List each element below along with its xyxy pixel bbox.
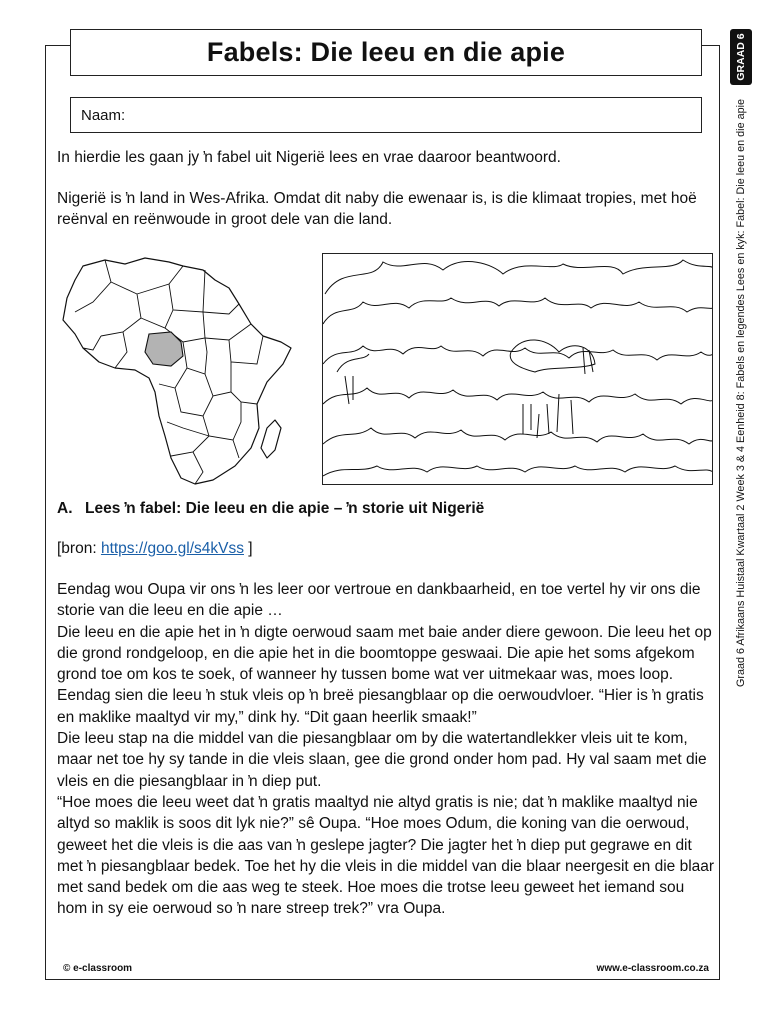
story-paragraph: “Hoe moes die leeu weet dat ŉ gratis maaltyd nie altyd gratis is nie; dat ŉ maklike maaltyd nie altyd so maklik is soos dit lyk nie?” sê Oupa. “Hoe moes Odum, die koning van die oerwoud, geweet het die vleis is die aas van ŉ geslepe jagter? Die jagter het ŉ diep put gegrawe en dit met ŉ piesangblaar bedek. Toe het hy die vleis in die middel van die blaar neergesit en die blaar met sand bedek om die aas weg te steek. Hoe moes die trotse leeu geweet het iemand sou hom in sy eie oerwoud so ŉ nare streep trek?” vra Oupa. [57,793,715,918]
nigeria-text: Nigerië is ŉ land in Wes-Afrika. Omdat dit naby die ewenaar is, is die klimaat tropies, met hoë reënval en reënwoude in groot dele van die land. [57,190,697,228]
africa-map [53,252,303,490]
title-box [70,29,702,76]
footer-website: www.e-classroom.co.za [596,963,709,974]
section-a-title: Lees ŉ fabel: Die leeu en die apie – ŉ storie uit Nigerië [85,500,485,517]
grade-tab [730,29,752,85]
page-title: Fabels: Die leeu en die apie [206,37,566,67]
rainforest-illustration [322,253,713,485]
source-suffix: ] [243,540,253,557]
madagascar [261,420,281,458]
name-label: Naam: [81,107,126,124]
story-paragraph: Eendag wou Oupa vir ons ŉ les leer oor vertroue en dankbaarheid, en toe vertel hy vir ons die storie van die leeu en die apie … [57,581,701,620]
source-link[interactable]: https://goo.gl/s4kVss [100,540,244,557]
story-paragraph: Die leeu en die apie het in ŉ digte oerwoud saam met baie ander diere gewoon. Die leeu het op die grond rondgeloop, en die apie het in die boomtoppe geswaai. Die apie het soms afgekom grond toe om kos te soek, of wanneer hy tussen bome wat ver uitmekaar was, moes loop. [57,623,712,684]
section-a-number: A. [57,500,73,517]
footer-copyright: © e-classroom [63,963,133,974]
story-paragraph: Eendag sien die leeu ŉ stuk vleis op ŉ breë piesangblaar op die oerwoudvloer. “Hier is ŉ gratis en maklike maaltyd vir my,” dink hy. “Dit gaan heerlik smaak!” [57,687,704,726]
story-text [57,579,717,920]
intro-text: In hierdie les gaan jy ŉ fabel uit Nigerië lees en vrae daaroor beantwoord. [57,149,561,166]
grade-label: GRAAD 6 [735,33,747,81]
name-field[interactable] [70,97,702,133]
side-course-info: Graad 6 Afrikaans Huistaal Kwartaal 2 Week 3 & 4 Eenheid 8: Fabels en legendes Lees en kyk: Fabel: Die leeu en die apie [735,99,747,687]
africa-outline [63,258,291,484]
source-line [57,540,253,558]
source-prefix: [bron: [57,540,101,557]
section-a-heading [57,500,484,518]
story-paragraph: Die leeu stap na die middel van die piesangblaar om by die watertandlekker vleis uit te kom, maar net toe hy sy tande in die vleis slaan, gee die grond onder hom pad. Hy val saam met die vleis en die piesangblaar in ŉ diep put. [57,730,707,790]
